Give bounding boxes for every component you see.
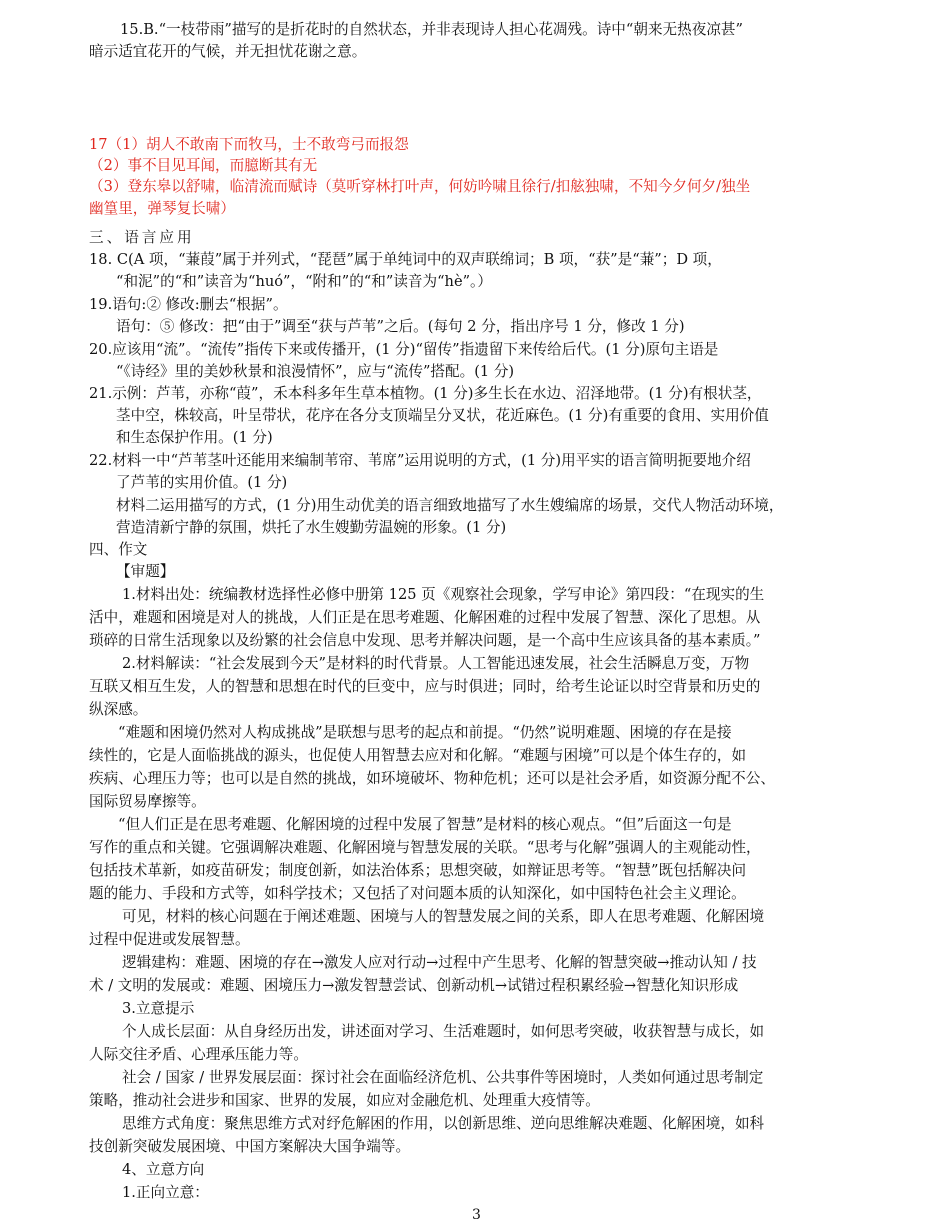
q22-line-2: 了芦苇的实用价值。(1 分): [116, 474, 288, 491]
essay-p8-line-2: 策略，推动社会进步和国家、世界的发展，如应对金融危机、处理重大疫情等。: [89, 1092, 600, 1109]
essay-p8-line-1: 社会 / 国家 / 世界发展层面：探讨社会在面临经济危机、公共事件等困境时，人类如何通过思考制定: [122, 1069, 764, 1086]
essay-p3-line-4: 国际贸易摩擦等。: [89, 793, 206, 810]
section-4-heading: 四、作文: [89, 541, 148, 558]
essay-s3-heading: 3.立意提示: [122, 1000, 195, 1017]
q15-line-1: 15.B.“一枝带雨”描写的是折花时的自然状态，并非表现诗人担心花凋残。诗中“朝来无热夜凉甚”: [120, 21, 743, 38]
essay-p9-line-2: 技创新突破发展困境、中国方案解决大国争端等。: [89, 1138, 411, 1155]
q17-line-1: 17（1）胡人不敢南下而牧马，士不敢弯弓而报怨: [89, 136, 409, 153]
page-number: 3: [472, 1207, 481, 1223]
q17-line-4: 幽篁里，弹琴复长啸）: [89, 200, 235, 217]
essay-p4-line-2: 写作的重点和关键。它强调解决难题、化解困境与智慧发展的关联。“思考与化解”强调人的主观能动性，: [89, 839, 761, 856]
essay-p5-line-1: 可见，材料的核心问题在于阐述难题、困境与人的智慧发展之间的关系，即人在思考难题、化解困境: [122, 908, 765, 925]
essay-p4-line-1: “但人们正是在思考难题、化解困境的过程中发展了智慧”是材料的核心观点。“但”后面这一句是: [118, 816, 732, 833]
essay-p5-line-2: 过程中促进或发展智慧。: [89, 931, 250, 948]
essay-s1-line-3: 琐碎的日常生活现象以及纷繁的社会信息中发现、思考并解决问题，是一个高中生应该具备的基本素质。”: [89, 632, 761, 649]
essay-s2-line-1: 2.材料解读：“社会发展到今天”是材料的时代背景。人工智能迅速发展，社会生活瞬息万变，万物: [122, 655, 750, 672]
q17-line-2: （2）事不目见耳闻，而臆断其有无: [89, 157, 318, 174]
q22-line-4: 营造清新宁静的氛围，烘托了水生嫂勤劳温婉的形象。(1 分): [116, 519, 507, 536]
essay-s1-line-1: 1.材料出处：统编教材选择性必修中册第 125 页《观察社会现象，学写申论》第四段：“在现实的生: [122, 586, 765, 603]
q19-line-2: 语句：⑤ 修改：把“由于”调至“获与芦苇”之后。(每句 2 分，指出序号 1 分，修改 1 分): [116, 318, 685, 335]
essay-s2-line-3: 纵深感。: [89, 701, 148, 718]
q21-line-3: 和生态保护作用。(1 分): [116, 429, 273, 446]
essay-p3-line-3: 疾病、心理压力等；也可以是自然的挑战，如环境破坏、物种危机；还可以是社会矛盾，如资源分配不公、: [89, 770, 775, 787]
essay-p7-line-1: 个人成长层面：从自身经历出发，讲述面对学习、生活难题时，如何思考突破，收获智慧与成长，如: [122, 1023, 765, 1040]
q18-line-2: “和泥”的“和”读音为“huó”，“附和”的“和”读音为“hè”。）: [116, 273, 492, 290]
essay-p4-line-3: 包括技术革新，如疫苗研发；制度创新，如法治体系；思想突破，如辩证思考等。“智慧”既包括解决问: [89, 862, 747, 879]
essay-p3-line-1: “难题和困境仍然对人构成挑战”是联想与思考的起点和前提。“仍然”说明难题、困境的存在是接: [118, 724, 732, 741]
essay-p6-line-1: 逻辑建构：难题、困境的存在→激发人应对行动→过程中产生思考、化解的智慧突破→推动认知 / 技: [122, 954, 757, 971]
essay-p6-line-2: 术 / 文明的发展或：难题、困境压力→激发智慧尝试、创新动机→试错过程积累经验→智慧化知识形成: [89, 977, 739, 994]
q21-line-1: 21.示例：芦苇，亦称“葭”，禾本科多年生草本植物。(1 分)多生长在水边、沼泽地带。(1 分)有根状茎，: [89, 385, 762, 402]
q18-line-1: 18. C(A 项，“蒹葭”属于并列式，“琵琶”属于单纯词中的双声联绵词；B 项，“获”是“蒹”；D 项，: [89, 251, 722, 268]
q20-line-1: 20.应该用“流”。“流传”指传下来或传播开，(1 分)“留传”指遗留下来传给后代。(1 分)原句主语是: [89, 341, 719, 358]
q19-line-1: 19.语句:② 修改:删去“根据”。: [89, 296, 288, 313]
essay-p4-line-4: 题的能力、手段和方式等，如科学技术；又包括了对问题本质的认知深化，如中国特色社会主义理论。: [89, 885, 746, 902]
essay-p3-line-2: 续性的，它是人面临挑战的源头，也促使人用智慧去应对和化解。“难题与困境”可以是个体生存的，如: [89, 747, 747, 764]
q20-line-2: “《诗经》里的美妙秋景和浪漫情怀”，应与“流传”搭配。(1 分): [116, 363, 515, 380]
q17-line-3: （3）登东皋以舒啸，临清流而赋诗（莫听穿林打叶声，何妨吟啸且徐行/扣舷独啸，不知今夕何夕/独坐: [89, 178, 751, 195]
essay-p7-line-2: 人际交往矛盾、心理承压能力等。: [89, 1046, 308, 1063]
essay-s4-heading: 4、立意方向: [122, 1161, 205, 1178]
q15-line-2: 暗示适宜花开的气候，并无担忧花谢之意。: [89, 43, 367, 60]
q22-line-1: 22.材料一中“芦苇茎叶还能用来编制苇帘、苇席”运用说明的方式，(1 分)用平实的语言简明扼要地介绍: [89, 452, 751, 469]
section-3-heading: 三、语言应用: [89, 229, 195, 246]
q22-line-3: 材料二运用描写的方式，(1 分)用生动优美的语言细致地描写了水生嫂编席的场景，交代人物活动环境，: [116, 497, 784, 514]
essay-s4-item-1: 1.正向立意：: [122, 1184, 209, 1201]
section-4-subheading: 【审题】: [116, 563, 175, 580]
essay-p9-line-1: 思维方式角度：聚焦思维方式对纾危解困的作用，以创新思维、逆向思维解决难题、化解困境，如科: [122, 1115, 765, 1132]
essay-s2-line-2: 互联又相互生发，人的智慧和思想在时代的巨变中，应与时俱进；同时，给考生论证以时空背景和历史的: [89, 678, 761, 695]
q21-line-2: 茎中空，株较高，叶呈带状，花序在各分支顶端呈分叉状，花近麻色。(1 分)有重要的食用、实用价值: [116, 407, 769, 424]
essay-s1-line-2: 活中，难题和困境是对人的挑战，人们正是在思考难题、化解困难的过程中发展了智慧、深化了思想。从: [89, 609, 761, 626]
